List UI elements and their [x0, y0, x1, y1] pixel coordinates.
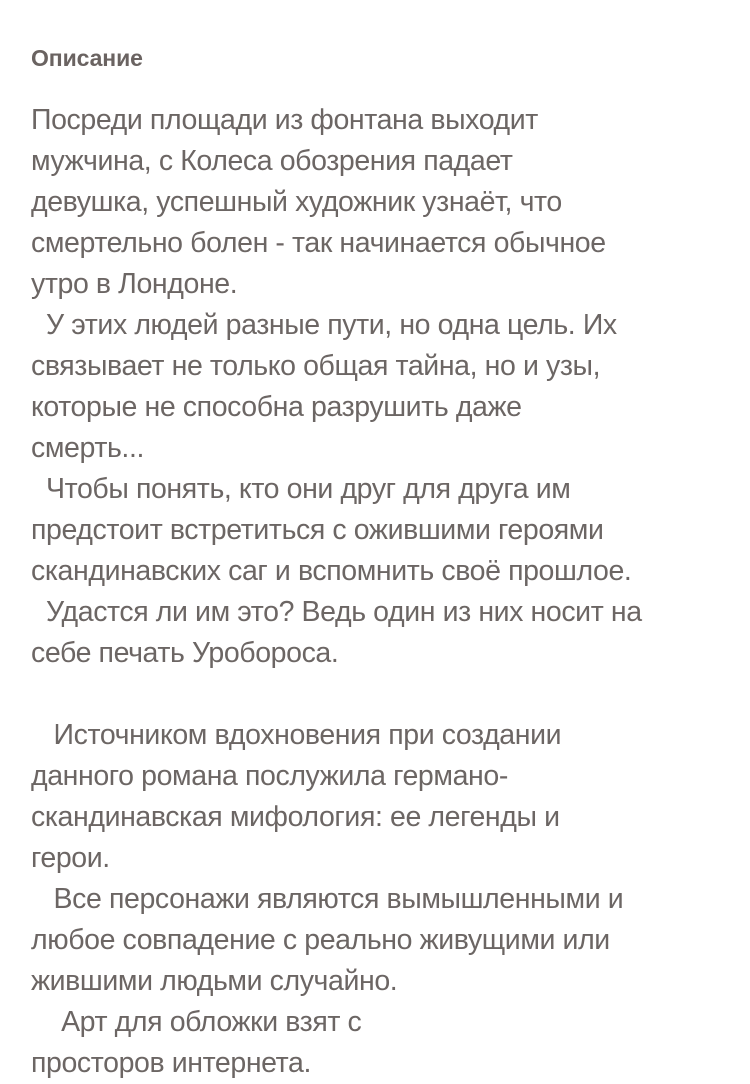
- text-line: Источником вдохновения при создании: [31, 719, 562, 751]
- text-line: смерть...: [31, 432, 144, 464]
- text-line: себе печать Уробороса.: [31, 637, 339, 669]
- text-line: Арт для обложки взят с: [31, 1006, 362, 1038]
- text-line: утро в Лондоне.: [31, 268, 238, 300]
- text-line: скандинавская мифология: ее легенды и: [31, 801, 560, 833]
- text-line: герои.: [31, 842, 110, 874]
- blank-line: [31, 674, 750, 715]
- text-line: смертельно болен - так начинается обычное: [31, 227, 606, 259]
- text-line: мужчина, с Колеса обозрения падает: [31, 145, 513, 177]
- text-line: просторов интернета.: [31, 1047, 311, 1079]
- text-line: скандинавских саг и вспомнить своё прошлое.: [31, 555, 632, 587]
- text-line: Посреди площади из фонтана выходит: [31, 104, 538, 136]
- text-line: Чтобы понять, кто они друг для друга им: [31, 473, 571, 505]
- description-text: [31, 100, 750, 1084]
- text-line: данного романа послужила германо-: [31, 760, 508, 792]
- text-line: любое совпадение с реально живущими или: [31, 924, 610, 956]
- description-heading: Описание: [31, 45, 143, 71]
- text-line: Все персонажи являются вымышленными и: [31, 883, 624, 915]
- text-line: которые не способна разрушить даже: [31, 391, 522, 423]
- text-line: Удастся ли им это? Ведь один из них носит на: [31, 596, 642, 628]
- text-line: связывает не только общая тайна, но и узы,: [31, 350, 601, 382]
- text-line: У этих людей разные пути, но одна цель. Их: [31, 309, 617, 341]
- text-line: девушка, успешный художник узнаёт, что: [31, 186, 562, 218]
- text-line: предстоит встретиться с ожившими героями: [31, 514, 604, 546]
- text-line: жившими людьми случайно.: [31, 965, 398, 997]
